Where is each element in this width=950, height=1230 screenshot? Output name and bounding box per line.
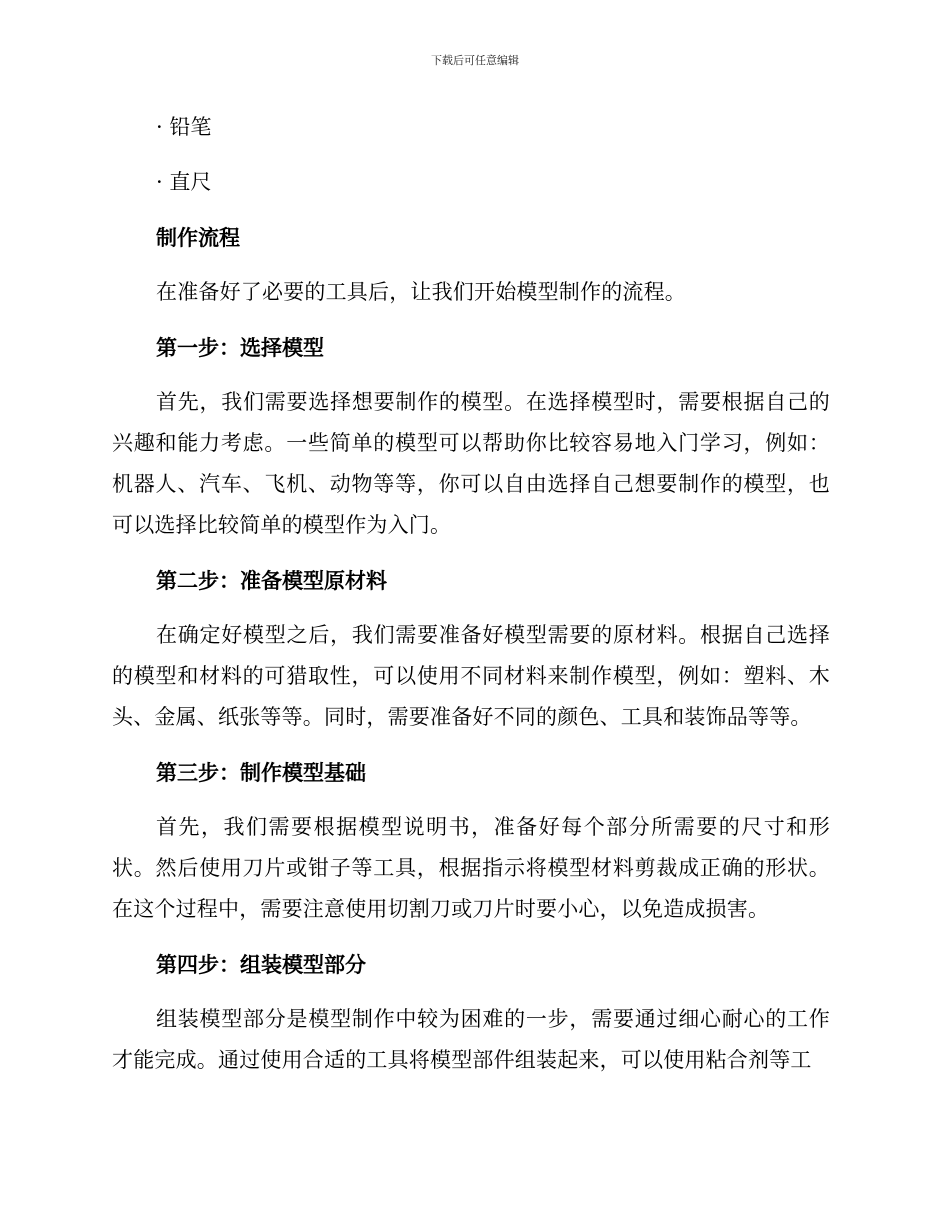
intro-paragraph: 在准备好了必要的工具后，让我们开始模型制作的流程。 [156, 280, 686, 304]
bullet-item-pencil: · 铅笔 [156, 115, 212, 139]
step-1-heading: 第一步：选择模型 [156, 335, 324, 360]
page-header: 下载后可任意编辑 [431, 54, 519, 67]
step-3-heading: 第三步：制作模型基础 [156, 760, 366, 785]
step-2-heading: 第二步：准备模型原材料 [156, 568, 387, 593]
step-4-paragraph: 组装模型部分是模型制作中较为困难的一步，需要通过细心耐心的工作才能完成。通过使用合适的工具将模型部件组装起来，可以使用粘合剂等工 [112, 1007, 830, 1072]
step-3-paragraph: 首先，我们需要根据模型说明书，准备好每个部分所需要的尺寸和形状。然后使用刀片或钳子等工具，根据指示将模型材料剪裁成正确的形状。在这个过程中，需要注意使用切割刀或刀片时要小心，以免造成损害。 [112, 815, 830, 921]
bullet-item-ruler: · 直尺 [156, 170, 212, 194]
step-4-heading: 第四步：组装模型部分 [156, 952, 366, 977]
section-title: 制作流程 [156, 225, 240, 250]
step-2-paragraph: 在确定好模型之后，我们需要准备好模型需要的原材料。根据自己选择的模型和材料的可猎取性，可以使用不同材料来制作模型，例如：塑料、木头、金属、纸张等等。同时，需要准备好不同的颜色、工具和装饰品等等。 [112, 623, 830, 729]
document-body [112, 107, 830, 1095]
step-1-paragraph: 首先，我们需要选择想要制作的模型。在选择模型时，需要根据自己的兴趣和能力考虑。一些简单的模型可以帮助你比较容易地入门学习，例如：机器人、汽车、飞机、动物等等，你可以自由选择自己想要制作的模型，也可以选择比较简单的模型作为入门。 [112, 390, 830, 537]
